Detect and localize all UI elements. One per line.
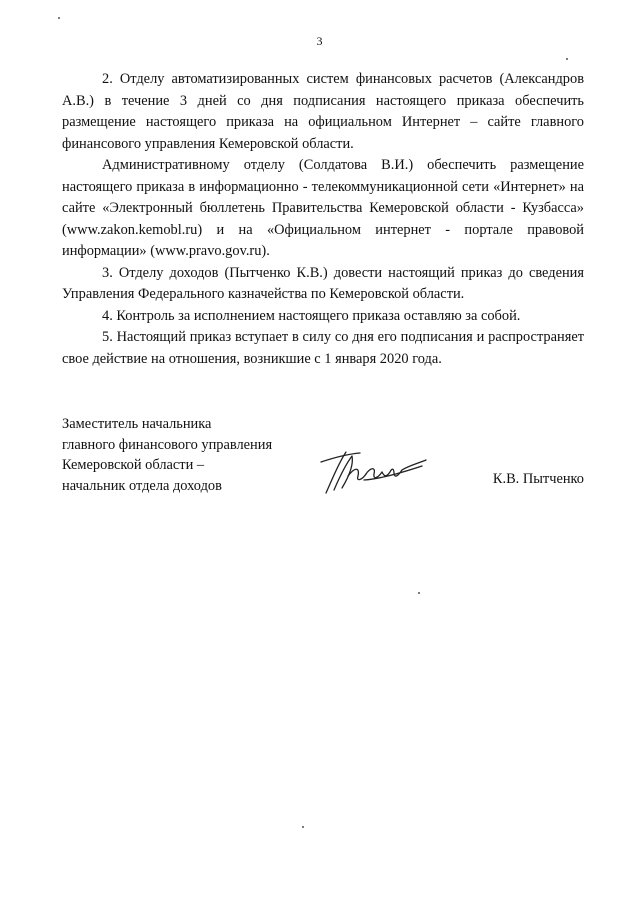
position-line: начальник отдела доходов <box>62 477 222 494</box>
scan-speck <box>418 592 420 594</box>
page-number: 3 <box>316 34 323 48</box>
signature-block <box>62 414 584 494</box>
paragraph-item-3: 3. Отделу доходов (Пытченко К.В.) довести настоящий приказ до сведения Управления Федерального казначейства по Кемеровской области. <box>62 264 584 302</box>
position-line: главного финансового управления <box>62 436 273 453</box>
scan-speck <box>58 17 60 19</box>
paragraph-administrative-department: Административному отделу (Солдатова В.И.) обеспечить размещение настоящего приказа в информационно - телекоммуникационной сети «Интернет» на сайте «Электронный бюллетень Правительства Кемеровской области - Кузбасса» (www.zakon.kemobl.ru) и на «Официальном интернет - портале правовой информации» (www.pravo.gov.ru). <box>62 157 584 259</box>
scan-speck <box>566 58 568 60</box>
handwritten-signature <box>318 446 433 496</box>
order-body-text <box>62 69 584 370</box>
paragraph-item-4: 4. Контроль за исполнением настоящего приказа оставляю за собой. <box>102 307 521 324</box>
paragraph-item-5: 5. Настоящий приказ вступает в силу со дня его подписания и распространяет свое действие на отношения, возникшие с 1 января 2020 года. <box>62 329 584 367</box>
paragraph-item-2: 2. Отделу автоматизированных систем финансовых расчетов (Александров А.В.) в течение 3 дней со дня подписания настоящего приказа обеспечить размещение настоящего приказа на официальном Интернет – сайте главного финансового управления Кемеровской области. <box>62 71 584 152</box>
signer-name: К.В. Пытченко <box>492 471 584 487</box>
scan-speck <box>302 826 304 828</box>
position-line: Заместитель начальника <box>62 416 212 432</box>
signer-position <box>62 414 272 496</box>
position-line: Кемеровской области – <box>62 457 205 473</box>
